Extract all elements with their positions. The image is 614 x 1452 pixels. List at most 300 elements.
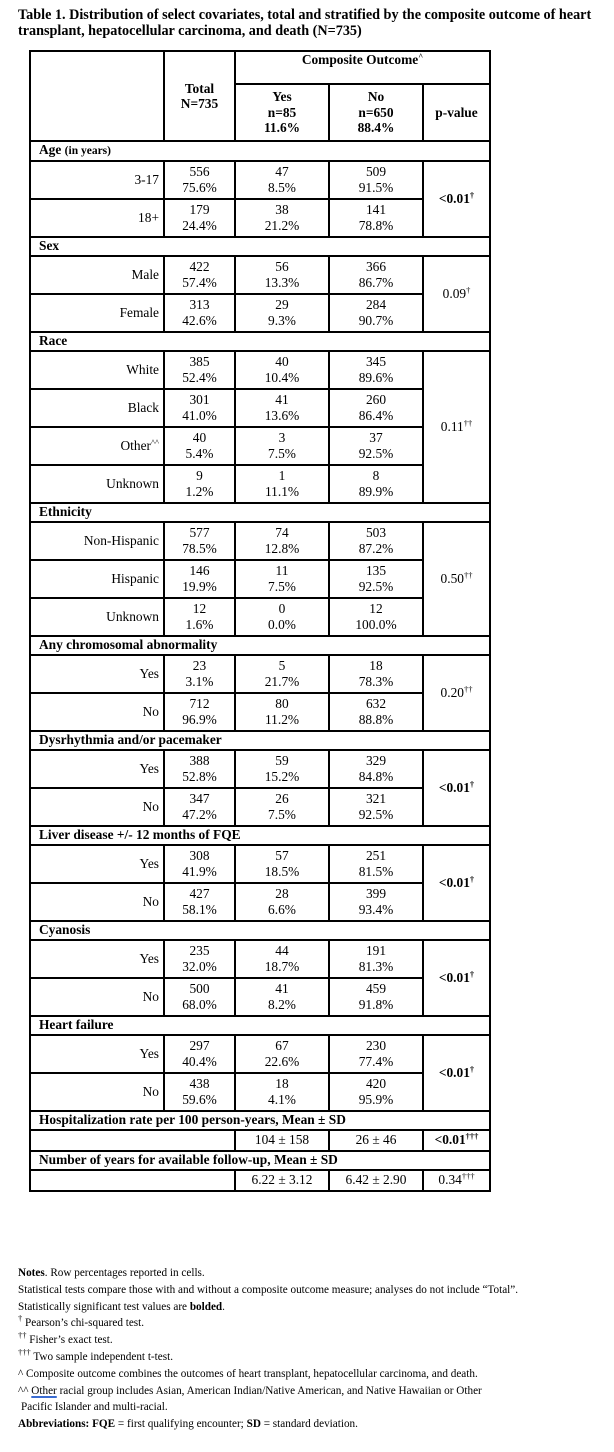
group-name: Heart failure xyxy=(39,1017,114,1033)
no-cell xyxy=(329,389,423,427)
footnote-composite: ^ Composite outcome combines the outcomes of heart transplant, hepatocellular carcinoma, and death. xyxy=(18,1367,478,1380)
no-cell xyxy=(329,199,423,237)
group-name: Race xyxy=(39,333,68,349)
header-no xyxy=(329,84,423,141)
total-cell xyxy=(164,427,235,465)
total-count: 556 xyxy=(189,164,210,179)
yes-percent: 11.1% xyxy=(264,483,300,499)
notes-text-1: . Row percentages reported in cells. xyxy=(44,1267,205,1279)
pvalue-test-mark: † xyxy=(469,968,475,979)
header-no-pct: 88.4% xyxy=(357,120,395,136)
row-label xyxy=(30,256,164,294)
yes-cell xyxy=(235,522,329,560)
group-header xyxy=(30,237,490,256)
pvalue-text: 0.34 xyxy=(438,1172,462,1188)
yes-count: 67 xyxy=(275,1038,289,1053)
footnote-text-5c: racial group includes Asian, American Indian/Native American, and Native Hawaiian or Other xyxy=(56,1384,482,1397)
yes-cell xyxy=(235,465,329,503)
group-name: Ethnicity xyxy=(39,504,92,520)
header-blank-cell xyxy=(30,51,164,141)
pvalue-text: <0.01 xyxy=(434,1132,466,1148)
total-percent: 41.9% xyxy=(182,863,217,879)
table-title: Table 1. Distribution of select covariates, total and stratified by the composite outcome of heart transplant, hepatocellular carcinoma, and death (N=735) xyxy=(18,7,592,39)
row-label xyxy=(30,161,164,199)
no-count: 459 xyxy=(365,981,387,996)
yes-cell xyxy=(235,693,329,731)
row-label-text: No xyxy=(142,798,159,814)
total-cell xyxy=(164,294,235,332)
row-label xyxy=(30,1035,164,1073)
total-count: 385 xyxy=(189,354,210,369)
no-cell xyxy=(329,294,423,332)
no-percent: 90.7% xyxy=(358,312,394,328)
yes-percent: 0.0% xyxy=(268,616,296,632)
total-cell xyxy=(164,598,235,636)
pvalue-test-mark: † xyxy=(469,873,475,884)
group-name: Cyanosis xyxy=(39,922,91,938)
table-row xyxy=(30,560,490,598)
no-percent: 78.3% xyxy=(358,673,394,689)
yes-count: 41 xyxy=(275,981,289,996)
total-percent: 42.6% xyxy=(182,312,217,328)
table-row xyxy=(30,750,490,788)
total-count: 146 xyxy=(189,563,210,578)
header-yes xyxy=(235,84,329,141)
group-name: Liver disease +/- 12 months of FQE xyxy=(39,827,241,843)
total-count: 422 xyxy=(189,259,210,274)
pvalue-test-mark: †† xyxy=(463,683,473,694)
mean-header-row xyxy=(30,1151,490,1170)
row-label-text: No xyxy=(142,703,159,719)
abbr-fqe: FQE xyxy=(92,1418,116,1431)
yes-count: 47 xyxy=(275,164,289,179)
row-label-text: Yes xyxy=(139,1045,159,1061)
no-percent: 92.5% xyxy=(358,806,394,822)
no-cell xyxy=(329,256,423,294)
mean-no-cell: 6.42 ± 2.90 xyxy=(329,1170,423,1191)
no-percent: 84.8% xyxy=(358,768,394,784)
no-count: 18 xyxy=(369,658,383,673)
table-row xyxy=(30,978,490,1016)
yes-percent: 8.5% xyxy=(268,179,296,195)
pvalue-test-mark: †† xyxy=(463,569,473,580)
footnote-ttest xyxy=(18,1346,614,1366)
table-row xyxy=(30,598,490,636)
no-count: 8 xyxy=(372,468,380,483)
header-composite-label: Composite Outcome xyxy=(301,52,419,67)
no-count: 399 xyxy=(365,886,387,901)
mean-yes-cell: 104 ± 158 xyxy=(235,1130,329,1151)
notes-text-3c: . xyxy=(222,1300,225,1313)
total-percent: 58.1% xyxy=(182,901,217,917)
pvalue-test-mark: †† xyxy=(463,417,473,428)
total-percent: 32.0% xyxy=(182,958,217,974)
total-percent: 52.4% xyxy=(182,369,217,385)
yes-cell xyxy=(235,199,329,237)
group-header xyxy=(30,921,490,940)
total-percent: 40.4% xyxy=(182,1053,217,1069)
table-row xyxy=(30,845,490,883)
table-row xyxy=(30,788,490,826)
yes-cell xyxy=(235,256,329,294)
yes-cell xyxy=(235,788,329,826)
no-percent: 91.8% xyxy=(358,996,394,1012)
total-percent: 57.4% xyxy=(182,274,217,290)
mean-pvalue-cell xyxy=(423,1130,490,1151)
row-label xyxy=(30,351,164,389)
total-cell xyxy=(164,522,235,560)
group-name: Age xyxy=(39,142,62,157)
group-header-row xyxy=(30,141,490,161)
footnote-text-1: Pearson’s chi-squared test. xyxy=(22,1317,145,1330)
mean-pvalue-cell xyxy=(423,1170,490,1191)
notes-label: Notes xyxy=(18,1267,45,1279)
total-cell xyxy=(164,351,235,389)
yes-cell xyxy=(235,845,329,883)
table-row xyxy=(30,522,490,560)
yes-cell xyxy=(235,161,329,199)
total-cell xyxy=(164,465,235,503)
row-label xyxy=(30,845,164,883)
no-count: 345 xyxy=(365,354,387,369)
yes-percent: 22.6% xyxy=(264,1053,300,1069)
abbreviations-label: Abbreviations: xyxy=(18,1418,90,1431)
no-cell xyxy=(329,427,423,465)
row-label xyxy=(30,465,164,503)
row-label xyxy=(30,978,164,1016)
total-count: 23 xyxy=(192,658,207,673)
row-label xyxy=(30,294,164,332)
row-label-text: No xyxy=(142,893,159,909)
pvalue-test-mark: † xyxy=(469,1063,475,1074)
pvalue-test-mark: ††† xyxy=(465,1131,479,1142)
table-row xyxy=(30,465,490,503)
yes-percent: 7.5% xyxy=(268,445,296,461)
total-count: 12 xyxy=(192,601,207,616)
group-header xyxy=(30,1016,490,1035)
composite-footnote-mark: ^ xyxy=(418,51,424,61)
no-cell xyxy=(329,560,423,598)
total-percent: 1.2% xyxy=(185,483,214,499)
yes-count: 28 xyxy=(275,886,289,901)
header-yes-pct: 11.6% xyxy=(263,120,301,136)
header-no-label: No xyxy=(367,89,385,105)
row-label-text: No xyxy=(142,1083,159,1099)
no-count: 632 xyxy=(365,696,387,711)
footnote-mark-2: †† xyxy=(18,1330,27,1341)
row-label xyxy=(30,598,164,636)
group-name: Dysrhythmia and/or pacemaker xyxy=(39,732,222,748)
header-no-n: n=650 xyxy=(358,104,394,120)
no-percent: 100.0% xyxy=(355,616,397,632)
header-total-n: N=735 xyxy=(180,96,219,111)
header-pvalue: p-value xyxy=(423,84,490,141)
row-label xyxy=(30,560,164,598)
no-count: 321 xyxy=(365,791,387,806)
no-count: 366 xyxy=(365,259,387,274)
table-row xyxy=(30,655,490,693)
row-label-text: 3-17 xyxy=(134,171,159,187)
group-header-row xyxy=(30,332,490,351)
no-percent: 92.5% xyxy=(358,578,394,594)
no-cell xyxy=(329,883,423,921)
pvalue-cell xyxy=(423,750,490,826)
yes-count: 44 xyxy=(275,943,289,958)
no-count: 141 xyxy=(365,202,387,217)
group-header xyxy=(30,332,490,351)
yes-percent: 13.6% xyxy=(264,407,300,423)
total-percent: 68.0% xyxy=(182,996,217,1012)
total-cell xyxy=(164,161,235,199)
total-percent: 59.6% xyxy=(182,1091,217,1107)
pvalue-text: 0.11 xyxy=(440,418,464,434)
yes-percent: 15.2% xyxy=(264,768,300,784)
no-cell xyxy=(329,1073,423,1111)
yes-cell xyxy=(235,389,329,427)
yes-percent: 18.7% xyxy=(264,958,300,974)
row-label xyxy=(30,1073,164,1111)
no-percent: 95.9% xyxy=(358,1091,394,1107)
pvalue-test-mark: † xyxy=(466,284,471,295)
total-cell xyxy=(164,560,235,598)
table-row xyxy=(30,161,490,199)
mean-header: Hospitalization rate per 100 person-years, Mean ± SD xyxy=(30,1111,490,1130)
total-count: 313 xyxy=(189,297,210,312)
group-header-row xyxy=(30,921,490,940)
yes-percent: 13.3% xyxy=(264,274,300,290)
total-count: 308 xyxy=(189,848,210,863)
row-label xyxy=(30,940,164,978)
total-cell xyxy=(164,788,235,826)
pvalue-text: 0.20 xyxy=(440,684,464,700)
total-count: 179 xyxy=(189,202,210,217)
row-label xyxy=(30,750,164,788)
yes-cell xyxy=(235,1035,329,1073)
pvalue-text: 0.09 xyxy=(442,285,467,301)
group-header-row xyxy=(30,503,490,522)
row-label-text: Female xyxy=(119,304,159,320)
table-row xyxy=(30,1073,490,1111)
footnote-fisher xyxy=(18,1332,614,1349)
total-percent: 5.4% xyxy=(185,445,214,461)
no-percent: 78.8% xyxy=(358,217,394,233)
no-cell xyxy=(329,522,423,560)
pvalue-text: 0.50 xyxy=(440,570,464,586)
no-percent: 87.2% xyxy=(358,540,394,556)
no-count: 12 xyxy=(369,601,383,616)
no-count: 230 xyxy=(365,1038,387,1053)
no-count: 503 xyxy=(365,525,387,540)
total-percent: 24.4% xyxy=(182,217,217,233)
yes-percent: 6.6% xyxy=(268,901,296,917)
no-percent: 92.5% xyxy=(358,445,394,461)
total-percent: 3.1% xyxy=(185,673,214,689)
mean-header: Number of years for available follow-up, Mean ± SD xyxy=(30,1151,490,1170)
header-row-top xyxy=(30,51,490,84)
total-cell xyxy=(164,199,235,237)
total-cell xyxy=(164,256,235,294)
group-name: Any chromosomal abnormality xyxy=(39,637,218,653)
footnote-text-2: Fisher’s exact test. xyxy=(26,1334,113,1347)
notes-line-2: Statistical tests compare those with and without a composite outcome measure; analyses do not include “Total”. xyxy=(18,1283,519,1296)
table-row xyxy=(30,883,490,921)
pvalue-cell xyxy=(423,655,490,731)
pvalue-cell xyxy=(423,845,490,921)
yes-count: 38 xyxy=(275,202,289,217)
yes-count: 41 xyxy=(275,392,289,407)
row-label xyxy=(30,693,164,731)
row-label-text: Black xyxy=(127,399,159,415)
yes-count: 74 xyxy=(275,525,289,540)
yes-count: 1 xyxy=(278,468,286,483)
pvalue-cell xyxy=(423,161,490,237)
total-cell xyxy=(164,1073,235,1111)
table-notes xyxy=(18,1265,614,1433)
row-label-text: Yes xyxy=(139,950,159,966)
yes-cell xyxy=(235,294,329,332)
total-percent: 19.9% xyxy=(182,578,217,594)
footnote-mark-1: † xyxy=(18,1313,23,1324)
total-count: 235 xyxy=(189,943,210,958)
pvalue-cell xyxy=(423,940,490,1016)
pvalue-cell xyxy=(423,351,490,503)
row-label xyxy=(30,389,164,427)
no-cell xyxy=(329,1035,423,1073)
yes-cell xyxy=(235,750,329,788)
yes-count: 18 xyxy=(275,1076,289,1091)
abbreviations xyxy=(18,1416,614,1433)
yes-count: 26 xyxy=(275,791,289,806)
no-cell xyxy=(329,598,423,636)
header-yes-label: Yes xyxy=(272,89,292,105)
total-percent: 47.2% xyxy=(182,806,217,822)
yes-percent: 7.5% xyxy=(268,806,296,822)
no-cell xyxy=(329,161,423,199)
yes-cell xyxy=(235,1073,329,1111)
no-count: 329 xyxy=(365,753,387,768)
no-count: 251 xyxy=(365,848,387,863)
no-cell xyxy=(329,693,423,731)
yes-count: 40 xyxy=(275,354,289,369)
yes-count: 80 xyxy=(275,696,289,711)
yes-count: 56 xyxy=(275,259,289,274)
row-label-footnote-mark: ^^ xyxy=(151,436,159,447)
notes-line-3 xyxy=(18,1299,614,1316)
yes-count: 29 xyxy=(275,297,289,312)
row-label xyxy=(30,788,164,826)
group-header-row xyxy=(30,237,490,256)
row-label-text: Unknown xyxy=(106,475,159,491)
notes-text-3a: Statistically significant test values are xyxy=(18,1300,190,1313)
footnote-other-race xyxy=(18,1383,614,1400)
pvalue-cell xyxy=(423,522,490,636)
no-percent: 86.4% xyxy=(358,407,394,423)
yes-cell xyxy=(235,351,329,389)
group-header xyxy=(30,826,490,845)
table-row xyxy=(30,389,490,427)
yes-cell xyxy=(235,655,329,693)
mean-header-row xyxy=(30,1111,490,1130)
pvalue-test-mark: ††† xyxy=(461,1171,475,1182)
total-count: 577 xyxy=(189,525,210,540)
table-row xyxy=(30,294,490,332)
row-label-text: Yes xyxy=(139,760,159,776)
row-label-text: Unknown xyxy=(106,608,159,624)
row-label-text: Yes xyxy=(139,855,159,871)
no-cell xyxy=(329,465,423,503)
no-count: 509 xyxy=(365,164,387,179)
group-header-row xyxy=(30,731,490,750)
yes-count: 5 xyxy=(278,658,286,673)
row-label-text: Other xyxy=(120,437,152,453)
total-count: 712 xyxy=(189,696,210,711)
mean-row xyxy=(30,1130,490,1151)
header-composite-outcome xyxy=(235,51,490,84)
spellcheck-word-other: Other xyxy=(31,1384,57,1397)
group-header-row xyxy=(30,636,490,655)
yes-count: 11 xyxy=(275,563,289,578)
row-label xyxy=(30,199,164,237)
group-header xyxy=(30,636,490,655)
row-label-text: Male xyxy=(131,266,159,282)
yes-percent: 21.7% xyxy=(264,673,300,689)
total-percent: 52.8% xyxy=(182,768,217,784)
covariates-table xyxy=(29,50,491,1192)
table-row xyxy=(30,940,490,978)
total-cell xyxy=(164,845,235,883)
no-count: 191 xyxy=(365,943,387,958)
row-label-text: White xyxy=(126,361,159,377)
no-count: 37 xyxy=(369,430,383,445)
no-count: 420 xyxy=(365,1076,387,1091)
total-percent: 96.9% xyxy=(182,711,217,727)
yes-percent: 21.2% xyxy=(264,217,300,233)
total-cell xyxy=(164,978,235,1016)
no-cell xyxy=(329,845,423,883)
total-count: 427 xyxy=(189,886,210,901)
mean-row xyxy=(30,1170,490,1191)
table-row xyxy=(30,256,490,294)
group-header xyxy=(30,141,490,161)
group-subtitle: (in years) xyxy=(64,145,111,157)
no-percent: 89.9% xyxy=(358,483,394,499)
total-percent: 78.5% xyxy=(182,540,217,556)
total-count: 9 xyxy=(196,468,203,483)
row-label xyxy=(30,427,164,465)
pvalue-cell xyxy=(423,1035,490,1111)
mean-no-cell: 26 ± 46 xyxy=(329,1130,423,1151)
table-row xyxy=(30,351,490,389)
yes-percent: 7.5% xyxy=(268,578,296,594)
notes-line-1 xyxy=(18,1265,614,1282)
yes-count: 59 xyxy=(275,753,289,768)
pvalue-cell xyxy=(423,256,490,332)
no-percent: 93.4% xyxy=(358,901,394,917)
abbr-fqe-def: = first qualifying encounter; xyxy=(115,1418,247,1431)
mean-blank-cell xyxy=(30,1170,235,1191)
no-cell xyxy=(329,750,423,788)
group-header-row xyxy=(30,826,490,845)
row-label xyxy=(30,522,164,560)
pvalue-test-mark: † xyxy=(469,778,475,789)
group-name: Sex xyxy=(39,238,60,254)
yes-count: 3 xyxy=(278,430,286,445)
yes-cell xyxy=(235,598,329,636)
row-label-text: Non-Hispanic xyxy=(83,532,159,548)
no-percent: 89.6% xyxy=(358,369,394,385)
yes-percent: 4.1% xyxy=(268,1091,296,1107)
yes-percent: 9.3% xyxy=(268,312,296,328)
